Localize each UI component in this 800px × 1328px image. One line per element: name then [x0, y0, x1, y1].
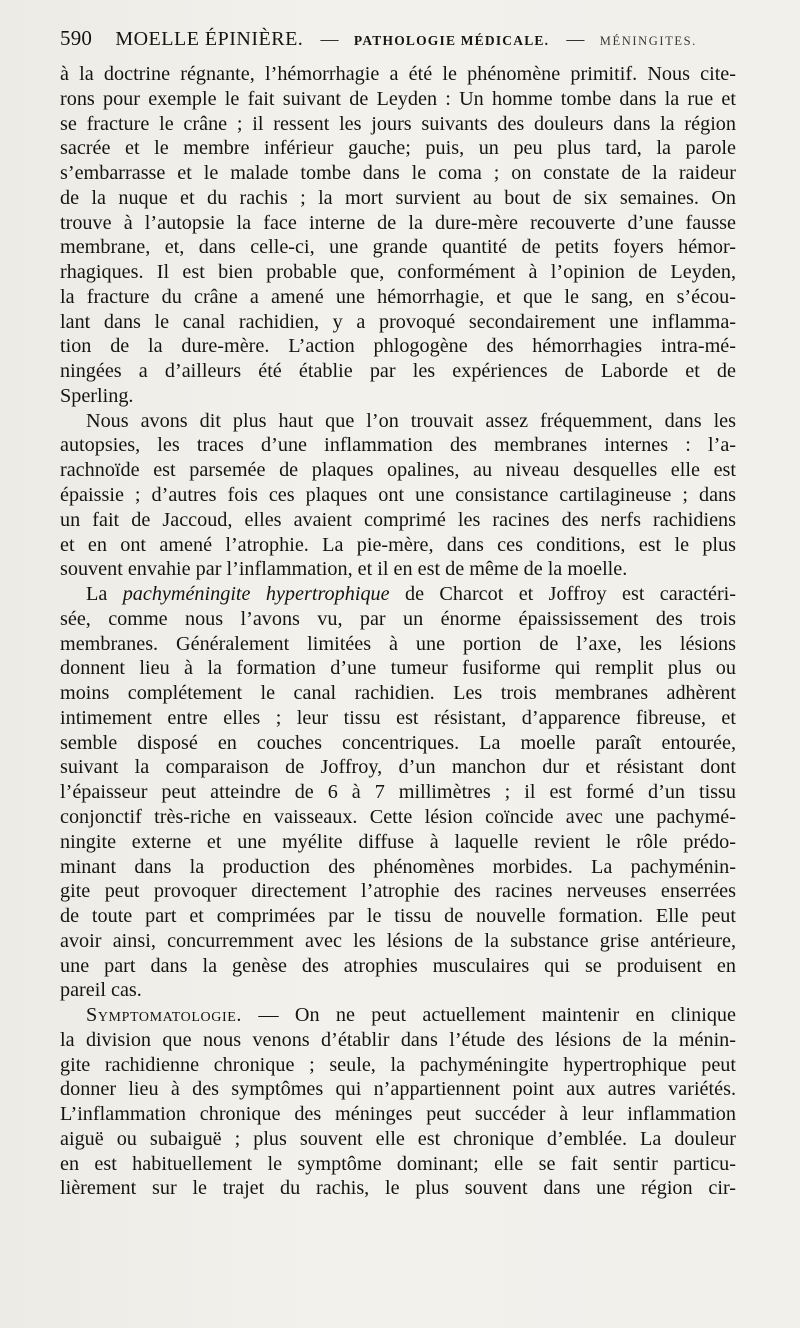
text-line: gite peut provoquer directement l’atrophie des racines nerveuses enserrées: [60, 880, 736, 903]
italic-term: pachyméningite hypertrophique: [122, 583, 390, 606]
text-line: épaissie ; d’autres fois ces plaques ont une consistance cartilagineuse ; dans: [60, 484, 736, 507]
text-line: sée, comme nous l’avons vu, par un énorme épaississement des trois: [60, 607, 736, 630]
text-line: aiguë ou subaiguë ; plus souvent elle est chronique d’emblée. La douleur: [60, 1127, 736, 1150]
text-line: la division que nous venons d’établir dans l’étude des lésions de la ménin-: [60, 1028, 736, 1051]
text-line: se fracture le crâne ; il ressent les jours suivants des douleurs dans la région: [60, 112, 736, 135]
text-line: L’inflammation chronique des méninges peut succéder à leur inflammation: [60, 1103, 736, 1126]
header-separator: —: [320, 29, 339, 49]
text-line: lant dans le canal rachidien, y a provoqué secondairement une inflamma-: [60, 310, 736, 333]
text-line: ningées a d’ailleurs été établie par les expériences de Laborde et de: [60, 360, 736, 383]
text-line: membrane, et, dans celle-ci, une grande quantité de petits foyers hémor-: [60, 236, 736, 259]
text-line: rons pour exemple le fait suivant de Leyden : Un homme tombe dans la rue et: [60, 87, 736, 110]
text-line: souvent envahie par l’inflammation, et il en est de même de la moelle.: [60, 558, 628, 581]
text-line: avoir ainsi, concurremment avec les lésions de la substance grise antérieure,: [60, 929, 736, 952]
text-line: ningite externe et une myélite diffuse à laquelle revient le rôle prédo-: [60, 830, 736, 853]
text-line: tion de la dure-mère. L’action phlogogène des hémorrhagies intra-mé-: [60, 335, 736, 358]
text-line: Sperling.: [60, 384, 134, 407]
section-title: PATHOLOGIE MÉDICALE.: [353, 33, 550, 48]
text-line: donner lieu à des symptômes qui n’appartiennent point aux autres variétés.: [60, 1078, 736, 1101]
text-line: un fait de Jaccoud, elles avaient comprimé les racines des nerfs rachidiens: [60, 508, 736, 531]
text-line: intimement entre elles ; leur tissu est résistant, d’apparence fibreuse, et: [60, 706, 736, 729]
text-line: trouve à l’autopsie la face interne de la dure-mère recouverte d’une fausse: [60, 211, 736, 234]
text-line: [60, 1003, 736, 1028]
text-line: s’embarrasse et le malade tombe dans le coma ; on constate de la raideur: [60, 162, 736, 185]
text-line: gite rachidienne chronique ; seule, la pachyméningite hypertrophique peut: [60, 1053, 736, 1076]
text-line: de la nuque et du rachis ; la mort survient au bout de six semaines. On: [60, 186, 736, 209]
text-line: pareil cas.: [60, 979, 142, 1002]
text-line: donnent lieu à la formation d’une tumeur fusiforme qui remplit plus ou: [60, 657, 736, 680]
text-line: [60, 582, 736, 607]
text-line: rhagiques. Il est bien probable que, conformément à l’opinion de Leyden,: [60, 261, 736, 284]
page-body: [60, 62, 736, 1201]
text-line: Nous avons dit plus haut que l’on trouvait assez fréquemment, dans les: [86, 409, 736, 432]
running-title: MOELLE ÉPINIÈRE.: [115, 28, 304, 50]
paragraph-1: [60, 62, 736, 409]
paragraph-4: [60, 1003, 736, 1201]
text-line: l’épaisseur peut atteindre de 6 à 7 millimètres ; il est formé d’un tissu: [60, 781, 736, 804]
text-line: rachnoïde est parsemée de plaques opalines, au niveau desquelles elle est: [60, 459, 736, 482]
text-fragment: de Charcot et Joffroy est caractéri-: [389, 583, 736, 606]
text-line: autopsies, les traces d’une inflammation des membranes internes : l’a-: [60, 434, 736, 457]
text-line: de toute part et comprimées par le tissu de nouvelle formation. Elle peut: [60, 905, 736, 928]
subsection-title: MÉNINGITES.: [599, 34, 697, 48]
text-line: à la doctrine régnante, l’hémorrhagie a été le phénomène primitif. Nous cite-: [60, 63, 736, 85]
paragraph-3: [60, 582, 736, 1003]
text-fragment: La: [86, 583, 123, 606]
text-line: en est habituellement le symptôme dominant; elle se fait sentir particu-: [60, 1152, 736, 1175]
text-line: conjonctif très-riche en vaisseaux. Cette lésion coïncide avec une pachymé-: [60, 805, 736, 828]
text-line: minant dans la production des phénomènes morbides. La pachyménin-: [60, 855, 736, 878]
text-line: et en ont amené l’atrophie. La pie-mère, dans ces conditions, est le plus: [60, 533, 736, 556]
text-line: membranes. Généralement limitées à une portion de l’axe, les lésions: [60, 632, 736, 655]
paragraph-2: [60, 409, 736, 582]
text-line: sacrée et le membre inférieur gauche; puis, un peu plus tard, la parole: [60, 137, 736, 160]
text-line: semble disposé en couches concentriques. La moelle paraît entourée,: [60, 731, 736, 754]
section-heading: Symptomatologie.: [86, 1004, 243, 1027]
text-fragment: — On ne peut actuellement maintenir en clinique: [242, 1004, 736, 1027]
text-line: suivant la comparaison de Joffroy, d’un manchon dur et résistant dont: [60, 756, 736, 779]
header-separator: —: [566, 29, 585, 49]
text-line: lièrement sur le trajet du rachis, le plus souvent dans une région cir-: [60, 1177, 736, 1200]
running-header: [60, 26, 740, 56]
text-line: la fracture du crâne a amené une hémorrhagie, et que le sang, en s’écou-: [60, 285, 736, 308]
text-line: moins complétement le canal rachidien. Les trois membranes adhèrent: [60, 682, 736, 705]
page-number: 590: [60, 26, 93, 50]
text-line: une part dans la genèse des atrophies musculaires qui se produisent en: [60, 954, 736, 977]
